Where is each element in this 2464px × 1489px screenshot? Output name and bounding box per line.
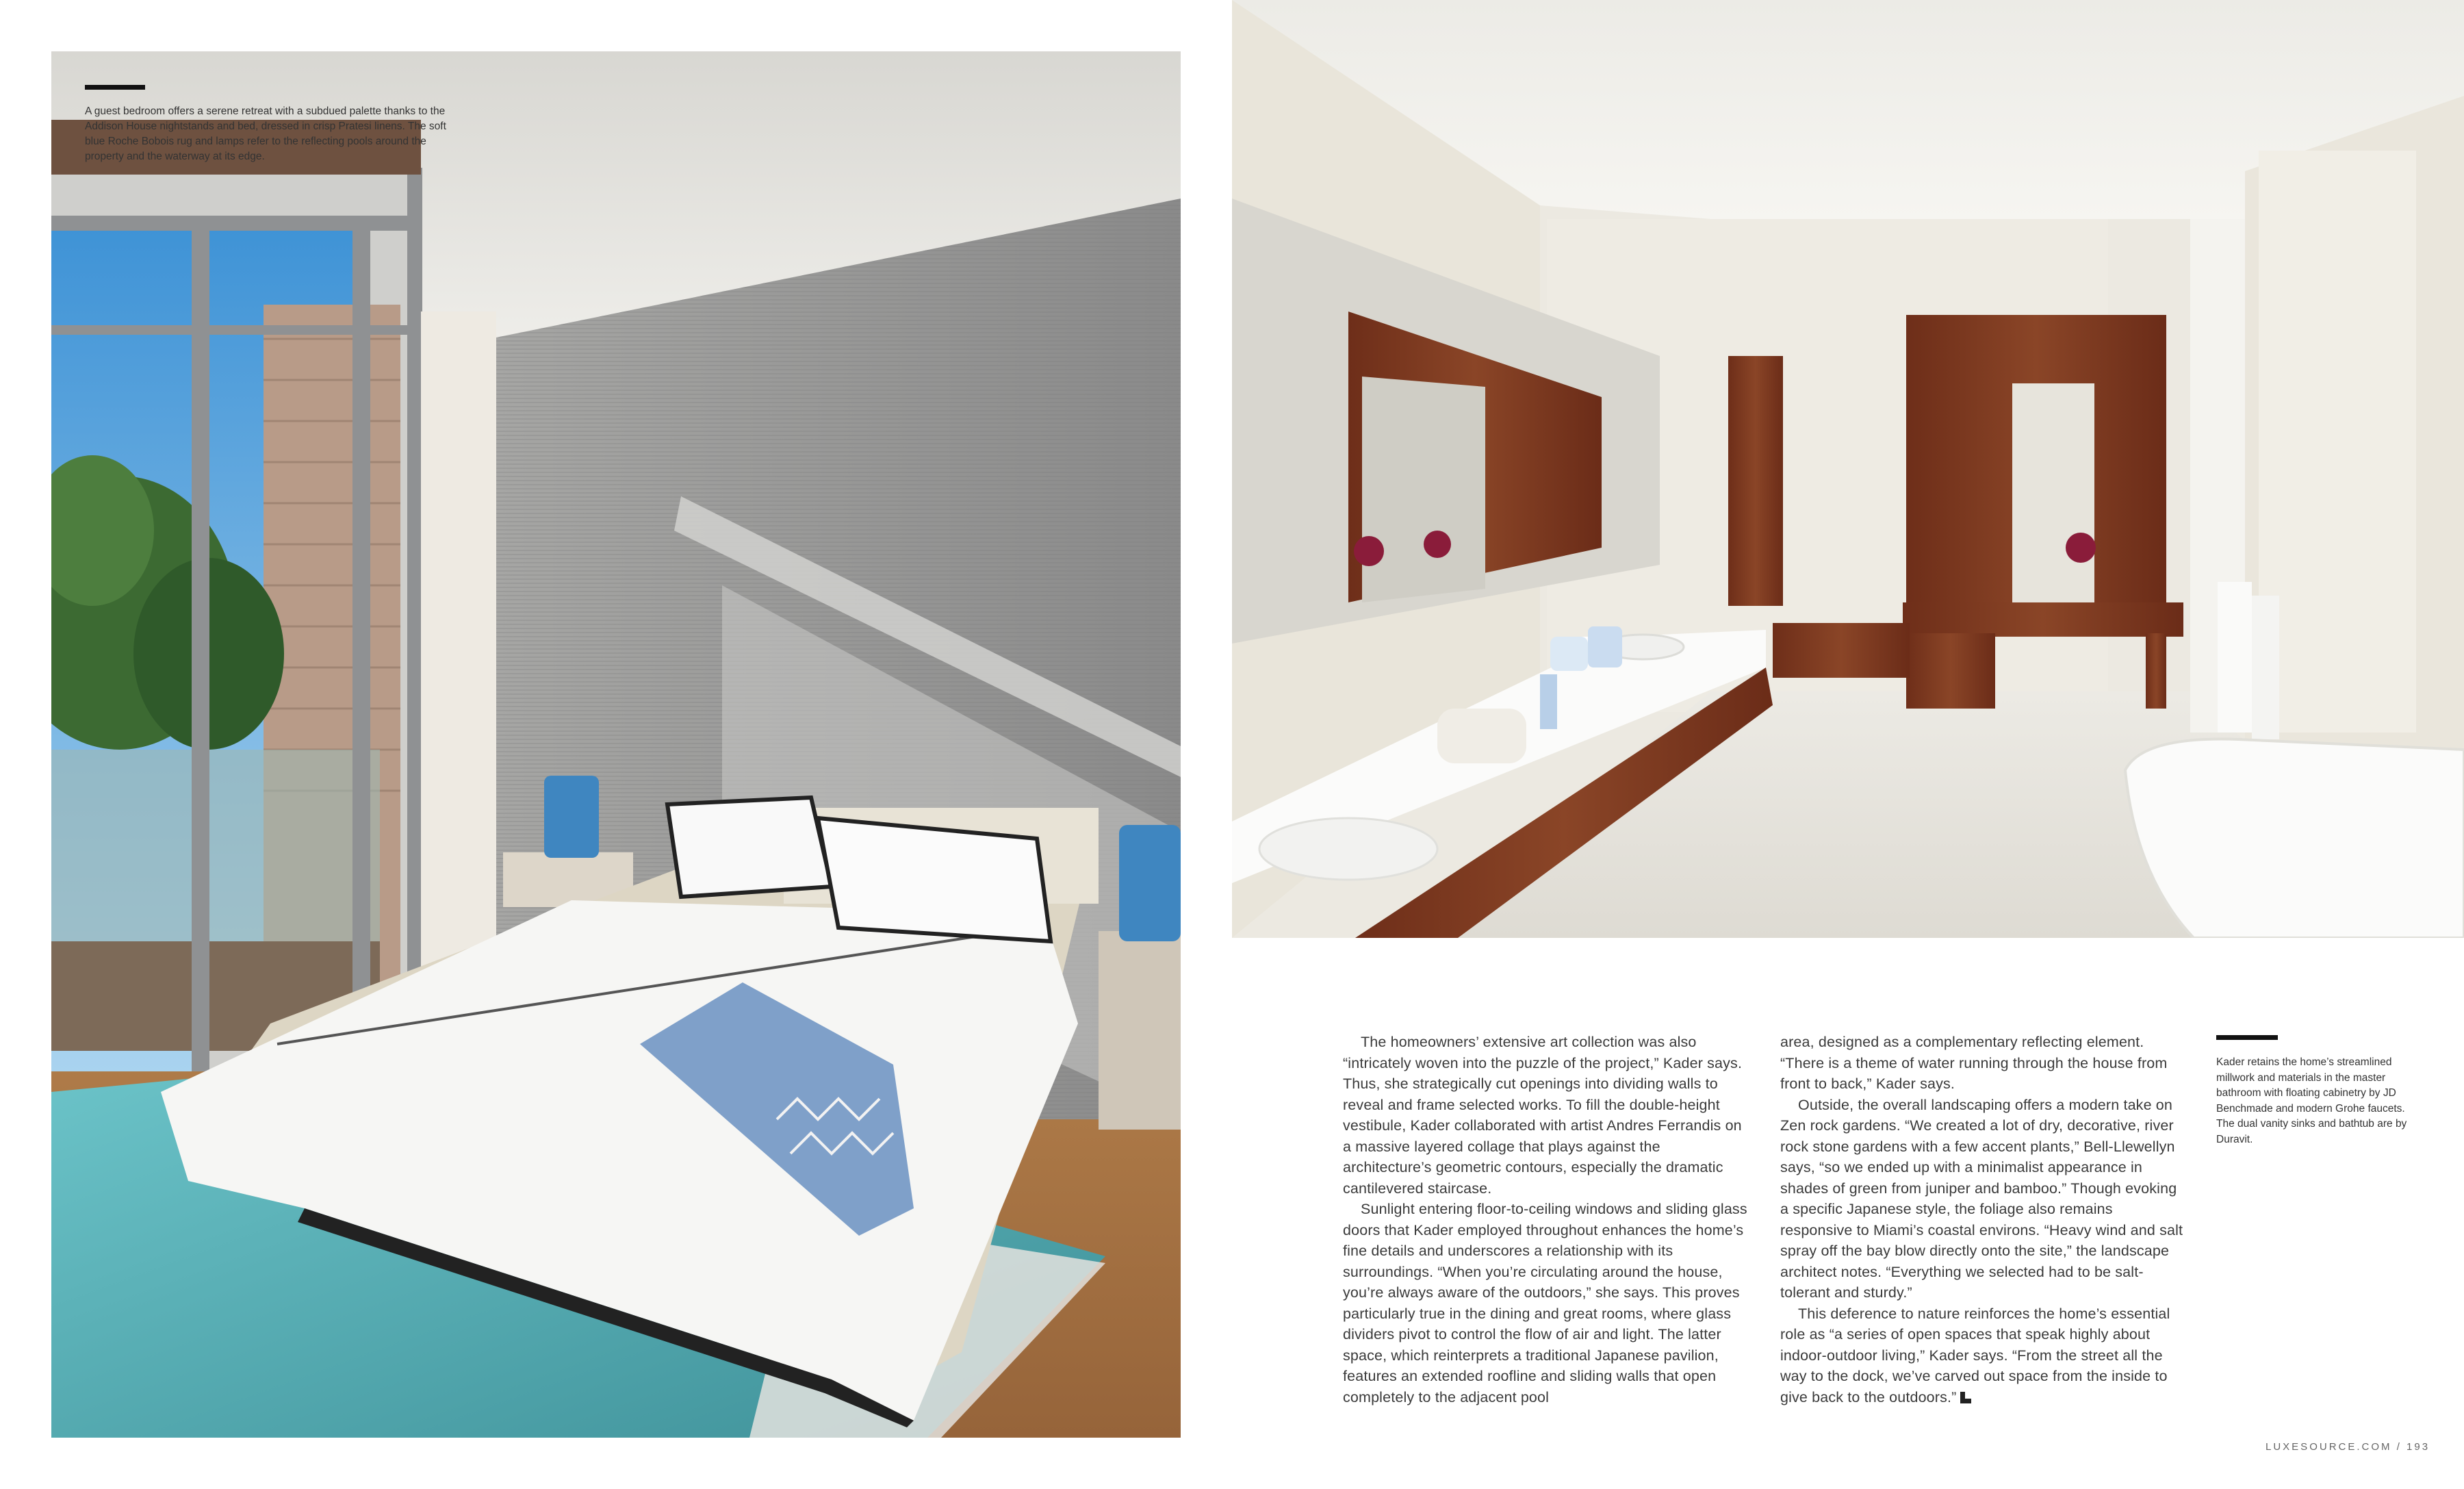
bedroom-photo [51, 51, 1181, 1438]
body-column-2 [1780, 1032, 2185, 1408]
body-column-1 [1343, 1032, 1748, 1408]
body-paragraph-text: This deference to nature reinforces the home’s essential role as “a series of open spaces that speak highly about indoor-outdoor living,” Kader says. “From the street all the way to the dock, we’ve carved out space from the inside to give back to the outdoors.” [1780, 1305, 2170, 1405]
body-paragraph: Sunlight entering floor-to-ceiling windows and sliding glass doors that Kader employed throughout enhances the home’s fine details and underscores a relationship with its surroundings. “When you’re circulating around the house, you’re always aware of the outdoors,” she says. This proves particularly true in the dining and great rooms, where glass dividers pivot to control the flow of air and light. The latter space, which reinterprets a traditional Japanese pavilion, features an extended roofline and sliding walls that open completely to the adjacent pool [1343, 1201, 1747, 1405]
body-paragraph [1780, 1303, 2185, 1408]
caption-rule-right [2216, 1035, 2278, 1040]
bathroom-photo [1232, 0, 2464, 938]
body-paragraph: The homeowners’ extensive art collection was also “intricately woven into the puzzle of the project,” Kader says. Thus, she strategically cut openings into dividing walls to reveal and frame selected works. To fill the double-height vestibule, Kader collaborated with artist Andres Ferrandis on a massive layered collage that plays against the architecture’s geometric contours, especially the dramatic cantilevered staircase. [1343, 1034, 1743, 1197]
body-paragraph: area, designed as a complementary reflecting element. “There is a theme of water running through the house from front to back,” Kader says. [1780, 1034, 2168, 1092]
page-folio: LUXESOURCE.COM / 193 [2266, 1441, 2430, 1453]
end-mark-icon [1960, 1392, 1971, 1403]
caption-rule-left [85, 85, 145, 90]
body-paragraph: Outside, the overall landscaping offers a modern take on Zen rock gardens. “We created a lot of dry, decorative, river rock stone gardens with a few accent plants,” Bell-Llewellyn says, “so we ended up with a minimalist appearance in shades of green from juniper and bamboo.” Though evoking a specific Japanese style, the foliage also remains responsive to Miami’s coastal environs. “Heavy wind and salt spray off the bay blow directly onto the site,” the landscape architect notes. “Everything we selected had to be salt-tolerant and sturdy.” [1780, 1096, 2183, 1301]
bedroom-caption: A guest bedroom offers a serene retreat with a subdued palette thanks to the Addison House nightstands and bed, dressed in crisp Pratesi linens. The soft blue Roche Bobois rug and lamps refer to the reflecting pools around the property and the waterway at its edge. [85, 105, 446, 162]
bathroom-caption: Kader retains the home’s streamlined millwork and materials in the master bathroom with floating cabinetry by JD Benchmade and modern Grohe faucets. The dual vanity sinks and bathtub are by Duravit. [2216, 1056, 2407, 1145]
